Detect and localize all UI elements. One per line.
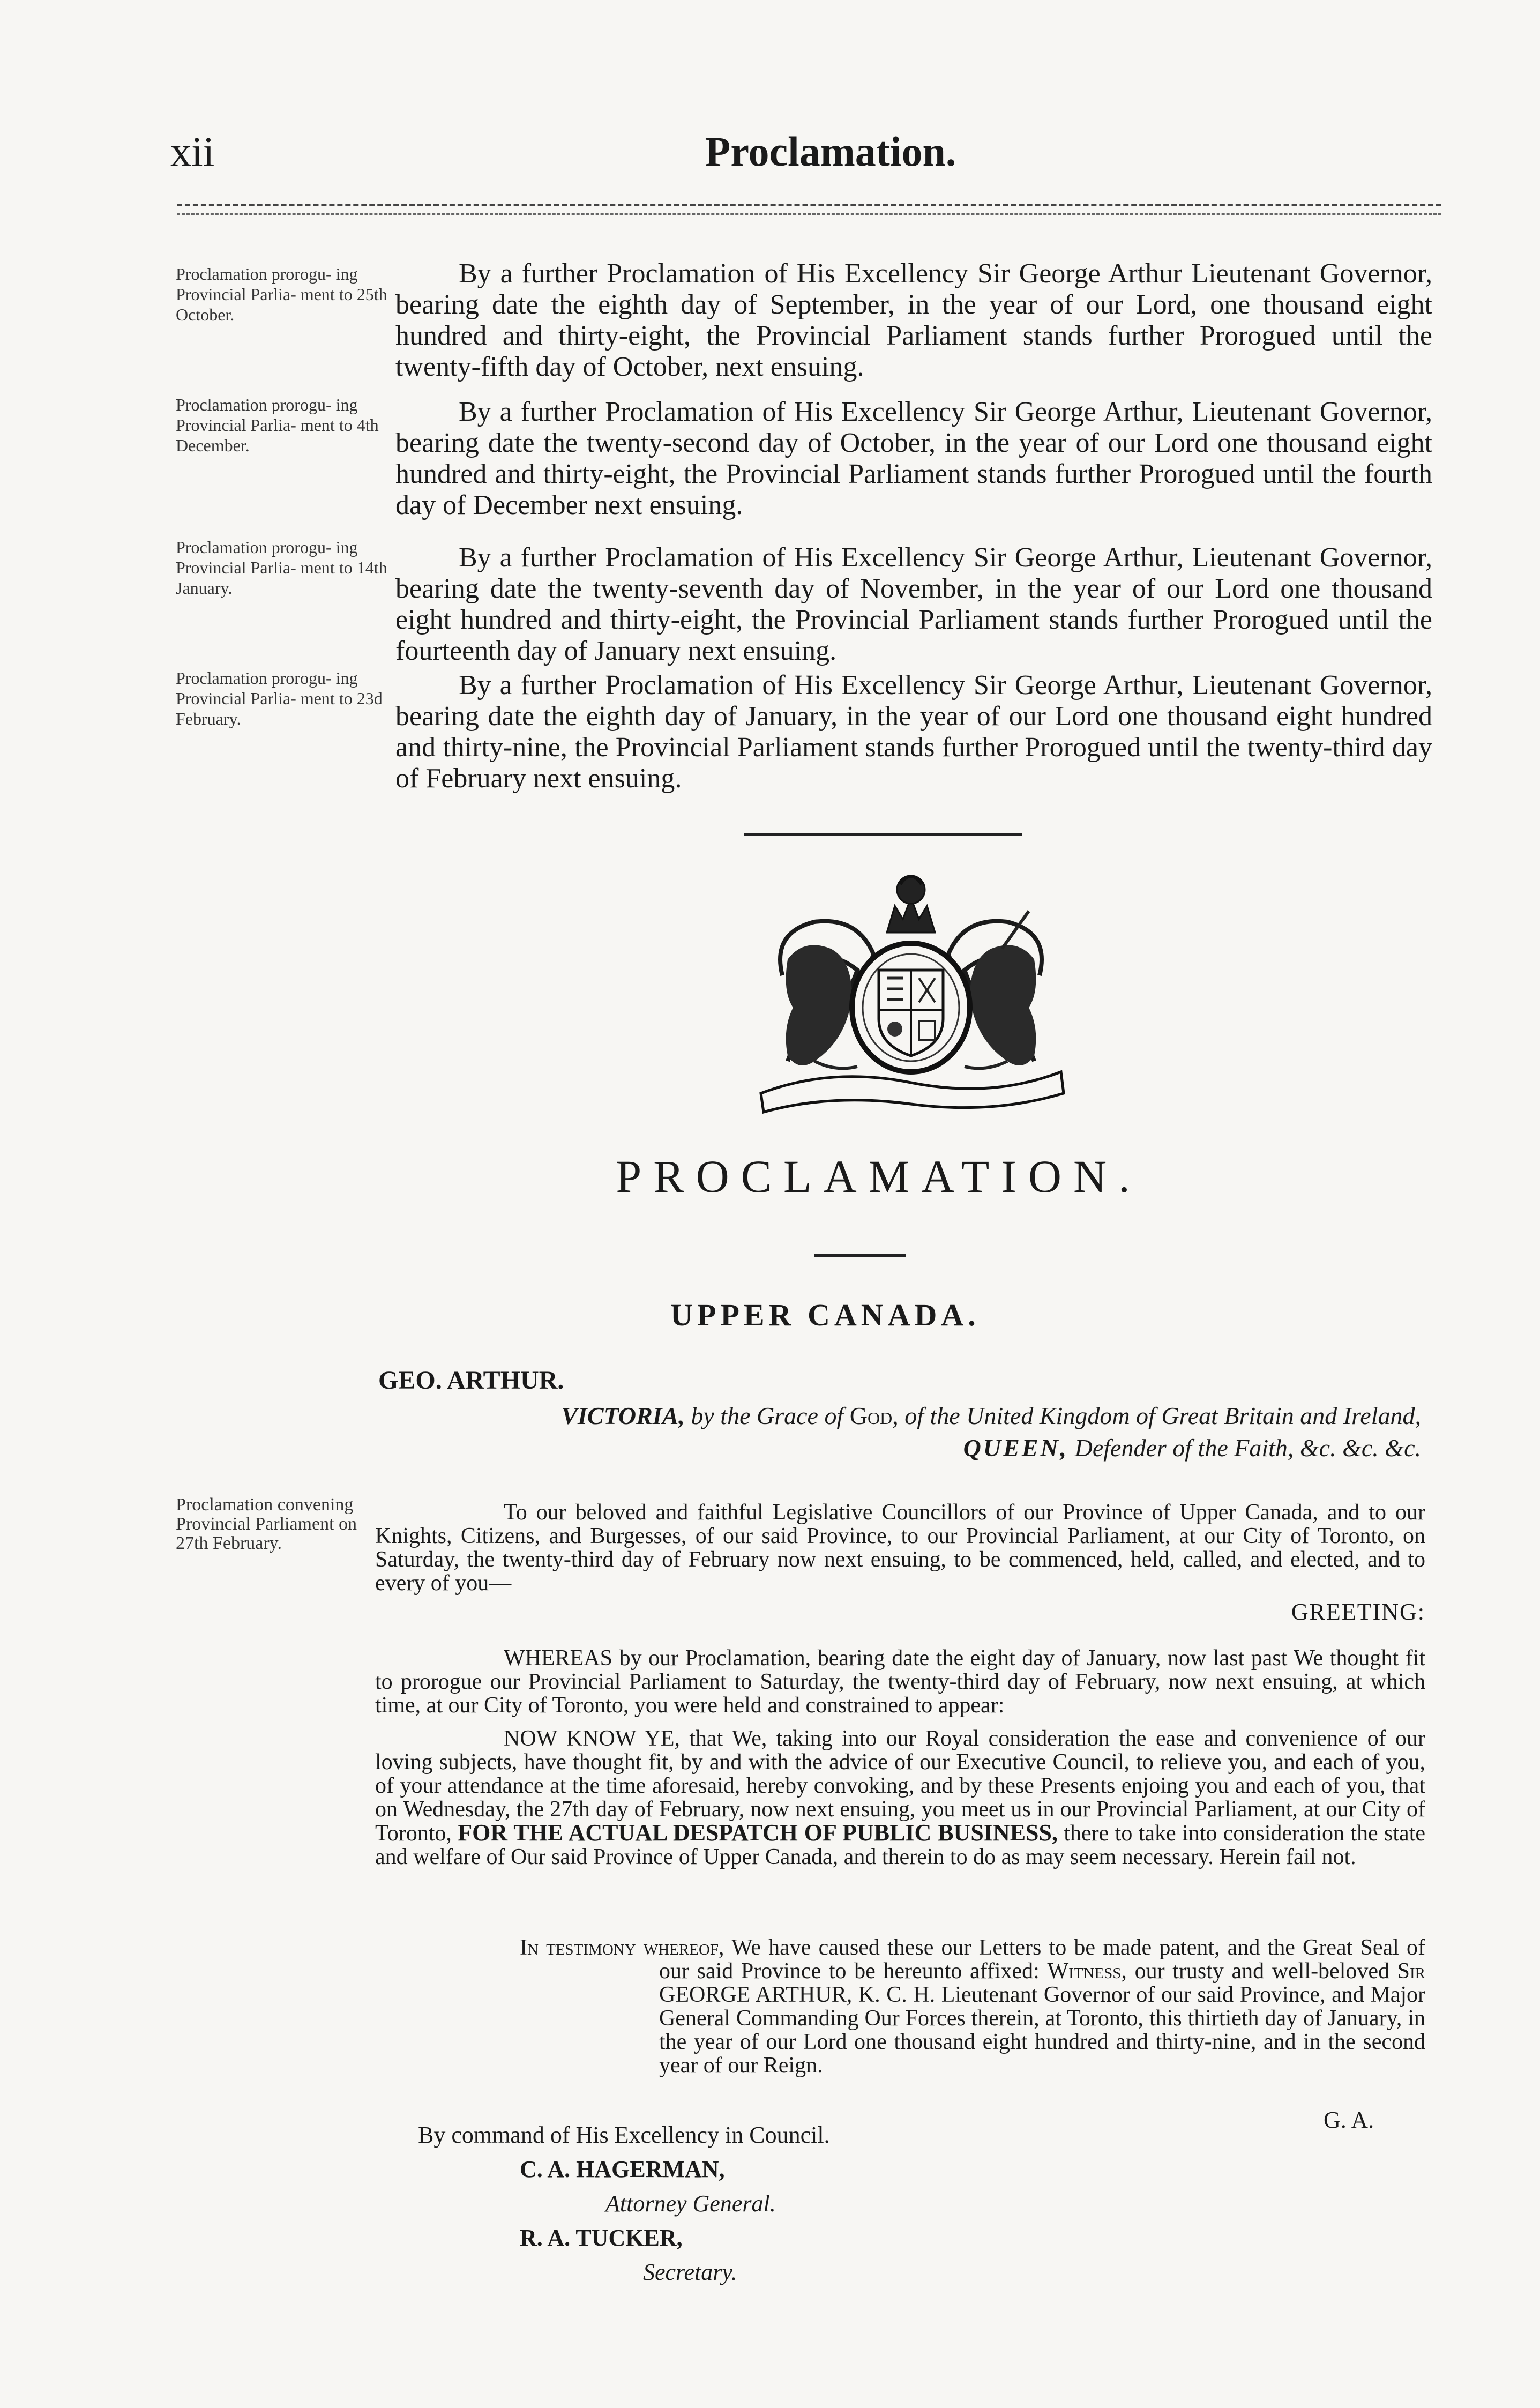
know-ye-paragraph bbox=[375, 1727, 1425, 1869]
testimony-paragraph bbox=[520, 1936, 1425, 2077]
margin-note-3: Proclamation prorogu- ing Provincial Parlia- ment to 14th January. bbox=[176, 538, 387, 598]
testimony-opening: In testimony whereof, bbox=[520, 1935, 724, 1960]
greeting: GREETING: bbox=[1291, 1599, 1425, 1625]
whereas-paragraph: WHEREAS by our Proclamation, bearing date the eight day of January, now last past We thought fit to prorogue our Provincial Parliament to Saturday, the twenty-third day of February, now next ensuing, at which time, at our City of Toronto, you were held and constrained to appear: bbox=[375, 1646, 1425, 1718]
title-divider bbox=[814, 1254, 906, 1257]
royal-style bbox=[557, 1400, 1421, 1464]
testimony-sir: Sir bbox=[1397, 1959, 1426, 1984]
victoria-name: VICTORIA, bbox=[561, 1402, 685, 1429]
margin-note-5: Proclamation convening Provincial Parliament on 27th February. bbox=[176, 1495, 357, 1553]
know-ye-text-2: there to take into consideration the state and welfare of Our said Province of Upper Canada, and therein to do as may seem necessary. Herein fail not. bbox=[375, 1821, 1426, 1869]
testimony-text-3: GEORGE ARTHUR, K. C. H. Lieutenant Governor of our said Province, and Major General Commanding Our Forces therein, at Toronto, this thirtieth day of January, in the year of our Lord one thousand eight hundred and thirty-nine, and in the second year of our Reign. bbox=[659, 1982, 1425, 2078]
header-rule-secondary bbox=[177, 213, 1441, 215]
margin-note-4: Proclamation prorogu- ing Provincial Parlia- ment to 23d February. bbox=[176, 668, 383, 728]
notice-paragraph-3: By a further Proclamation of His Excellency Sir George Arthur, Lieutenant Governor, bearing date the twenty-seventh day of November, in the year of our Lord one thousand eight hundred and thirty-eight, the Provincial Parliament stands further Prorogued until the fourteenth day of January next ensuing. bbox=[395, 542, 1432, 666]
address-paragraph: To our beloved and faithful Legislative Councillors of our Province of Upper Canada, and to our Knights, Citizens, and Burgesses, of our said Province, to our Provincial Parliament, at our City of Toronto, on Saturday, the twenty-third day of February now next ensuing, to be commenced, held, called, and elected, and to every of you— bbox=[375, 1500, 1425, 1596]
royal-style-faith: Defender of the Faith, &c. &c. &c. bbox=[1074, 1434, 1421, 1462]
section-divider bbox=[744, 833, 1022, 836]
proclamation-title: PROCLAMATION. bbox=[616, 1151, 1142, 1202]
header-rule bbox=[177, 204, 1441, 206]
testimony-witness: Witness, bbox=[1047, 1959, 1127, 1984]
signatory-hagerman-title: Attorney General. bbox=[605, 2190, 776, 2217]
margin-note-2: Proclamation prorogu- ing Provincial Parlia- ment to 4th December. bbox=[176, 395, 379, 455]
royal-style-queen: QUEEN, bbox=[963, 1434, 1069, 1462]
by-command-line: By command of His Excellency in Council. bbox=[418, 2122, 830, 2148]
know-ye-emphasis: FOR THE ACTUAL DESPATCH OF PUBLIC BUSINESS, bbox=[458, 1820, 1058, 1846]
signatory-hagerman: C. A. HAGERMAN, bbox=[520, 2156, 725, 2182]
notice-paragraph-2: By a further Proclamation of His Excellency Sir George Arthur, Lieutenant Governor, bearing date the twenty-second day of October, in the year of our Lord one thousand eight hundred and thirty-eight, the Provincial Parliament stands further Prorogued until the fourth day of December next ensuing. bbox=[395, 397, 1432, 520]
page-number: xii bbox=[170, 128, 215, 175]
margin-note-1: Proclamation prorogu- ing Provincial Parlia- ment to 25th October. bbox=[176, 264, 387, 324]
signatory-tucker: R. A. TUCKER, bbox=[520, 2225, 683, 2251]
notice-paragraph-1: By a further Proclamation of His Excellency Sir George Arthur Lieutenant Governor, bearing date the eighth day of September, in the year of our Lord, one thousand eight hundred and thirty-eight, the Provincial Parliament stands further Prorogued until the twenty-fifth day of October, next ensuing. bbox=[395, 258, 1432, 382]
know-ye-text-1: NOW KNOW YE, that We, taking into our Royal consideration the ease and convenience of our loving subjects, have thought fit, by and with the advice of our Executive Council, to relieve you, and each of you, of your attendance at the time aforesaid, hereby convoking, and by these Presents enjoing you and each of you, that on Wednesday, the 27th day of February, now next ensuing, you meet us in our Provincial Parliament, at our City of Toronto, bbox=[375, 1726, 1425, 1846]
signatory-tucker-title: Secretary. bbox=[643, 2259, 737, 2285]
notice-paragraph-4: By a further Proclamation of His Excellency Sir George Arthur, Lieutenant Governor, bearing date the eighth day of January, in the year of our Lord one thousand eight hundred and thirty-nine, the Provincial Parliament stands further Prorogued until the twenty-third day of February next ensuing. bbox=[395, 670, 1432, 794]
royal-style-text: by the Grace of bbox=[691, 1402, 844, 1429]
royal-style-god: God, bbox=[849, 1402, 899, 1429]
royal-coat-of-arms-icon bbox=[750, 868, 1072, 1115]
province-heading: UPPER CANADA. bbox=[670, 1298, 980, 1332]
governor-signature: GEO. ARTHUR. bbox=[378, 1366, 564, 1395]
page-title: Proclamation. bbox=[705, 128, 956, 175]
initials: G. A. bbox=[1324, 2107, 1374, 2133]
royal-style-realm: of the United Kingdom of Great Britain and Ireland, bbox=[904, 1402, 1421, 1429]
testimony-text-2: our trusty and well-beloved bbox=[1134, 1959, 1390, 1984]
testimony-text-1: We have caused these our Letters to be made patent, and the Great Seal of our said Province to be hereunto affixed: bbox=[659, 1935, 1426, 1984]
